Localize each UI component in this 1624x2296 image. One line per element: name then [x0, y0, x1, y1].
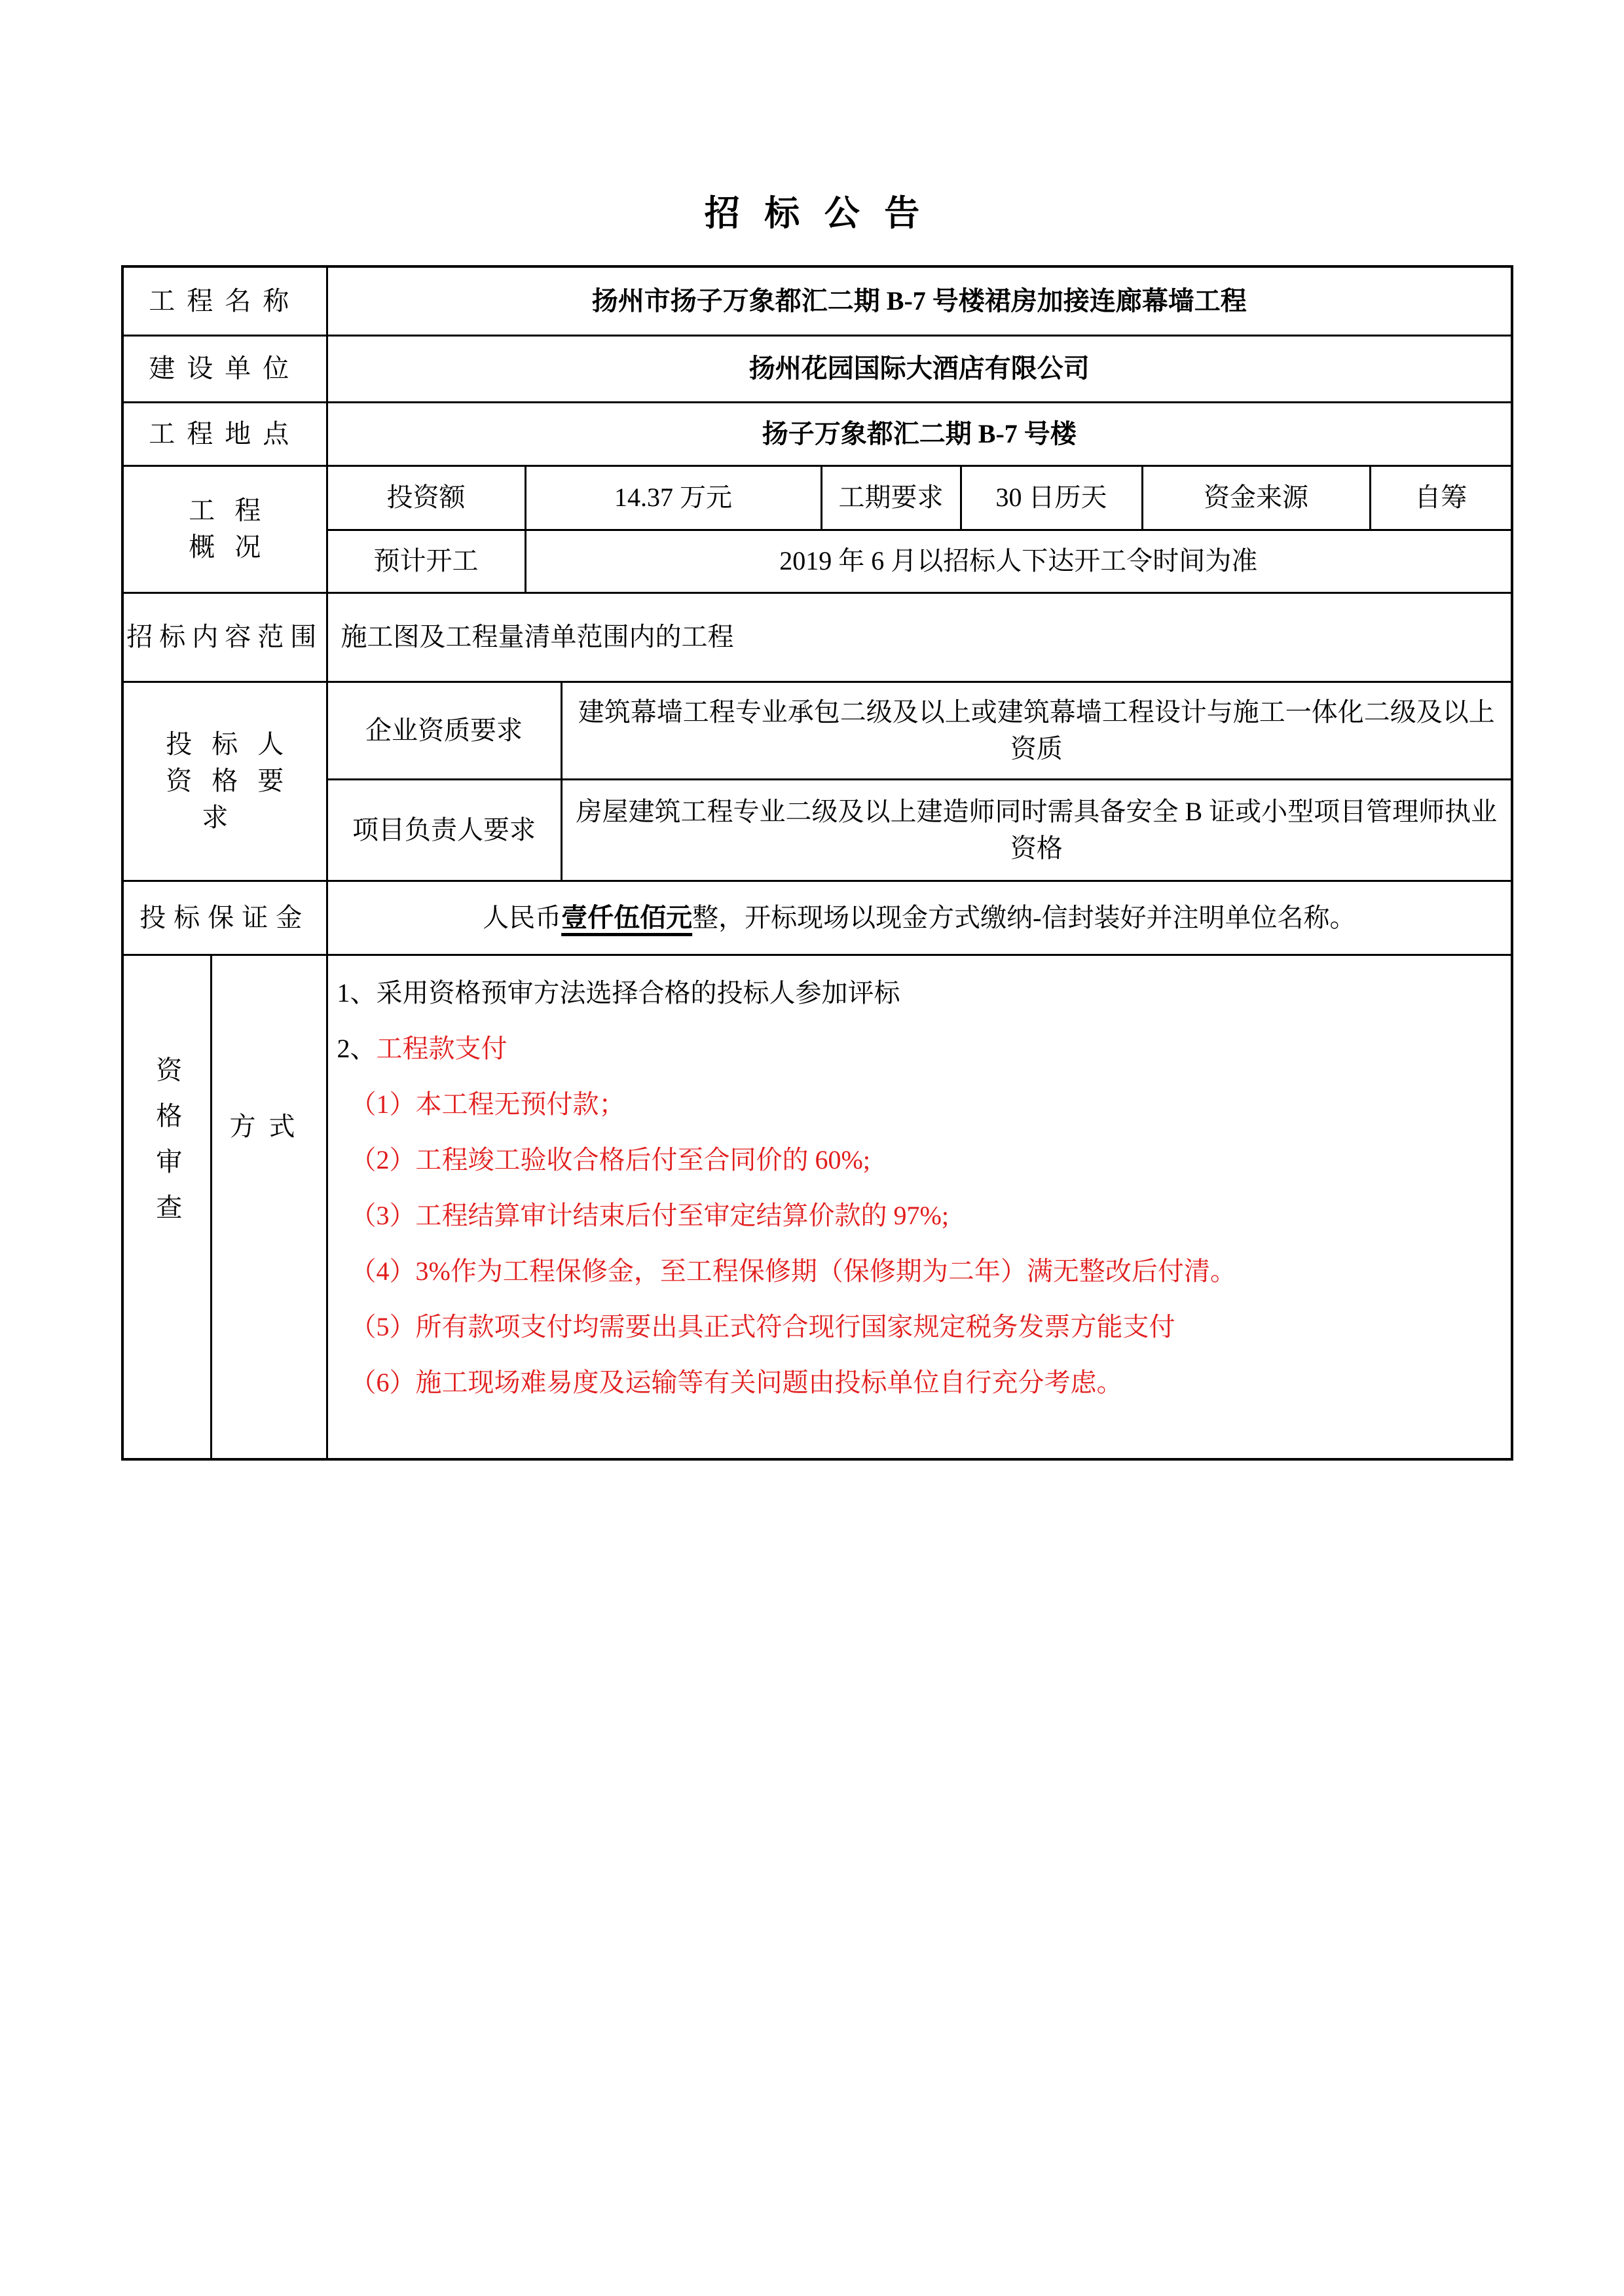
qualification-review-item-segment: （4）3%作为工程保修金，至工程保修期（保修期为二年）满无整改后付清。 [350, 1256, 1236, 1286]
table-row [122, 465, 1512, 530]
bid-bond-segment: 人民币 [483, 902, 562, 932]
bid-bond-label: 投标保证金 [122, 881, 327, 955]
bidder-qualification-label [122, 682, 327, 881]
bid-bond-segment: 整，开标现场以现金方式缴纳-信封装好并注明单位名称。 [692, 902, 1356, 932]
qualification-review-label [122, 955, 211, 1459]
table-row [122, 266, 1512, 335]
table-row [122, 592, 1512, 682]
enterprise-qualification-label: 企业资质要求 [327, 682, 561, 779]
qualification-review-method-label: 方式 [211, 955, 327, 1459]
duration-value: 30 日历天 [961, 465, 1142, 530]
qualification-review-item [337, 1076, 1498, 1132]
page-title: 招 标 公 告 [704, 194, 928, 233]
bidder-qualification-label-line2: 资格要求 [166, 766, 304, 832]
overview-label [122, 465, 327, 592]
table-row [122, 955, 1512, 1459]
investment-value: 14.37 万元 [525, 465, 821, 530]
qualification-review-item-segment: （1）本工程无预付款； [350, 1089, 625, 1119]
overview-label-line1: 工程 [189, 496, 281, 525]
table-row [122, 335, 1512, 402]
table-row [122, 881, 1512, 955]
qualification-review-item-segment: 工程款支付 [376, 1033, 507, 1063]
project-name-value: 扬州市扬子万象都汇二期 B-7 号楼裙房加接连廊幕墙工程 [327, 266, 1512, 335]
qualification-review-item-segment: （3）工程结算审计结束后付至审定结算价款的 97%; [350, 1200, 949, 1230]
table-row [122, 779, 1512, 881]
bid-bond-segment: 壹仟伍佰元 [561, 902, 693, 932]
owner-value: 扬州花园国际大酒店有限公司 [327, 335, 1512, 402]
project-manager-value: 房屋建筑工程专业二级及以上建造师同时需具备安全 B 证或小型项目管理师执业资格 [561, 779, 1512, 881]
qualification-review-item [337, 1132, 1498, 1188]
scope-label: 招标内容范围 [122, 592, 327, 682]
start-label: 预计开工 [327, 530, 525, 592]
bid-bond-value [327, 881, 1512, 955]
bidder-qualification-label-line1: 投标人 [166, 729, 304, 759]
bidder-qualification-label-stack [124, 726, 326, 836]
funding-value: 自筹 [1370, 465, 1512, 530]
overview-label-stack [124, 492, 326, 566]
qualification-review-item [337, 1188, 1498, 1243]
qualification-review-label-text: 资格审查 [152, 1056, 182, 1240]
project-name-label: 工程名称 [122, 266, 327, 335]
qualification-review-item-segment: 2、 [337, 1033, 377, 1063]
start-value: 2019 年 6 月以招标人下达开工令时间为准 [525, 530, 1512, 592]
qualification-review-item-segment: （6）施工现场难易度及运输等有关问题由投标单位自行充分考虑。 [350, 1367, 1123, 1397]
table-row [122, 530, 1512, 592]
qualification-review-items [327, 955, 1512, 1459]
table-row [122, 402, 1512, 465]
duration-label: 工期要求 [821, 465, 961, 530]
qualification-review-item [337, 1355, 1498, 1410]
qualification-review-item [337, 965, 1498, 1021]
owner-label: 建设单位 [122, 335, 327, 402]
qualification-review-item-segment: （5）所有款项支付均需要出具正式符合现行国家规定税务发票方能支付 [350, 1311, 1175, 1341]
qualification-review-item [337, 1243, 1498, 1299]
qualification-review-item [337, 1021, 1498, 1076]
funding-label: 资金来源 [1142, 465, 1370, 530]
location-value: 扬子万象都汇二期 B-7 号楼 [327, 402, 1512, 465]
enterprise-qualification-value: 建筑幕墙工程专业承包二级及以上或建筑幕墙工程设计与施工一体化二级及以上资质 [561, 682, 1512, 779]
qualification-review-item [337, 1299, 1498, 1355]
scope-value: 施工图及工程量清单范围内的工程 [327, 592, 1512, 682]
location-label: 工程地点 [122, 402, 327, 465]
qualification-review-item-segment: 1、采用资格预审方法选择合格的投标人参加评标 [337, 977, 900, 1008]
overview-label-line2: 概况 [189, 532, 281, 562]
qualification-review-item-segment: （2）工程竣工验收合格后付至合同价的 60%; [350, 1144, 870, 1175]
investment-label: 投资额 [327, 465, 525, 530]
project-manager-label: 项目负责人要求 [327, 779, 561, 881]
table-row [122, 682, 1512, 779]
tender-announcement-table [121, 265, 1513, 1461]
